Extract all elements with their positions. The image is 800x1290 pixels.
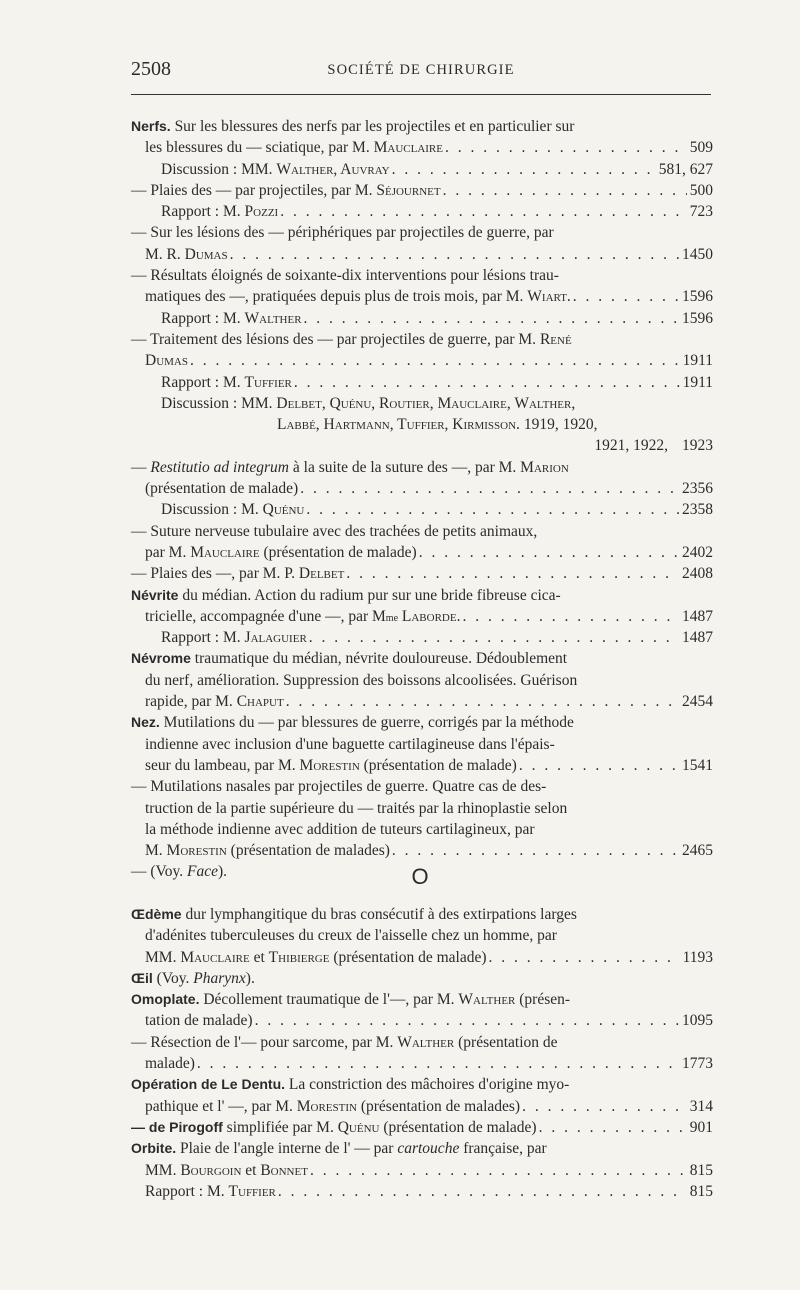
author-name: Marion (520, 458, 569, 476)
page-ref: 1923 (682, 437, 713, 455)
page-ref: 901 (689, 1118, 713, 1136)
entry-text: Rapport : M. (161, 203, 245, 221)
entry-text: truction de la partie supérieure du — traités par la rhinoplastie selon (145, 799, 568, 817)
entry-keyword: Opération de Le Dentu. (131, 1076, 286, 1093)
leader-dots (571, 286, 679, 307)
page-ref: 1541 (682, 756, 713, 774)
index-line (131, 734, 713, 755)
index-line (131, 521, 713, 542)
index-line (131, 542, 713, 563)
entry-text: indienne avec inclusion d'une baguette cartilagineuse dans l'épais- (145, 735, 555, 753)
leader-dots (302, 308, 679, 329)
entry-keyword: Névrome (131, 650, 191, 667)
index-line (131, 265, 713, 286)
index-line (131, 1117, 713, 1138)
entry-text: MM. (145, 1161, 181, 1179)
entry-keyword: Nez. (131, 714, 160, 731)
entry-text: Rapport : M. (161, 629, 245, 647)
index-line (131, 904, 713, 925)
entry-text: Discussion : M. (161, 501, 263, 519)
entry-text: (présentation de malades) (356, 1097, 521, 1115)
index-entries-o (131, 904, 713, 1202)
leader-dots (284, 691, 679, 712)
author-name: Chaput (236, 693, 284, 711)
index-line (131, 1096, 713, 1117)
entry-text: Discussion : MM. (161, 394, 277, 412)
entry-keyword: Orbite. (131, 1140, 177, 1157)
page-ref: 1596 (682, 288, 713, 306)
entry-text: Sur les blessures des nerfs par les projectiles et en particulier sur (170, 118, 575, 135)
author-name: Tuffier (228, 1182, 276, 1200)
index-line (131, 1032, 713, 1053)
entry-text: (présentation de malade) (259, 543, 417, 561)
author-name: Bonnet (260, 1161, 308, 1179)
leader-dots (195, 1053, 679, 1074)
index-line (131, 1074, 713, 1095)
author-name: Labbé, Hartmann, Tuffier, Kirmisson. (277, 416, 520, 434)
index-line (131, 159, 713, 180)
leader-dots (308, 1160, 687, 1181)
entry-text: (présen- (515, 991, 571, 1009)
leader-dots (188, 350, 680, 371)
entry-text: française, par (459, 1140, 547, 1158)
author-name: Morestin (299, 756, 360, 774)
author-name: Laborde. (398, 607, 461, 625)
index-line (131, 648, 713, 669)
page-ref: 1911 (682, 373, 713, 391)
index-line (131, 180, 713, 201)
leader-dots (276, 1181, 687, 1202)
entry-keyword: Œdème (131, 906, 182, 922)
index-line (131, 308, 713, 329)
entry-text: (présentation de malade) (329, 948, 487, 966)
index-line (131, 585, 713, 606)
entry-text: M. (145, 842, 167, 860)
leader-dots (417, 542, 679, 563)
author-name: Wiart. (527, 288, 571, 306)
page-ref: 815 (689, 1161, 713, 1179)
index-line (131, 840, 713, 861)
index-entries-n (131, 116, 713, 883)
entry-text: ). (217, 863, 228, 881)
page-ref: 1773 (682, 1055, 713, 1073)
author-name: Bourgoin (180, 1161, 242, 1179)
leader-dots (390, 840, 679, 861)
entry-text: simplifiée par M. (222, 1118, 338, 1136)
leader-dots (253, 1010, 679, 1031)
leader-dots (520, 1096, 687, 1117)
page-ref: 1193 (682, 948, 713, 966)
entry-text: malade) (145, 1055, 195, 1073)
entry-text: tricielle, accompagnée d'une —, par M (145, 607, 386, 625)
entry-text: — Suture nerveuse tubulaire avec des trachées de petits animaux, (131, 522, 538, 540)
leader-dots (487, 947, 680, 968)
author-name: Thibierge (268, 948, 330, 966)
entry-text: — Plaies des — par projectiles, par M. (131, 181, 377, 199)
index-line (131, 691, 713, 712)
leader-dots (228, 244, 679, 265)
author-name: Jalaguier (244, 629, 307, 647)
page-ref: 2408 (682, 565, 713, 583)
entry-text: Discussion : MM. (161, 160, 277, 178)
page-ref: 2402 (682, 543, 713, 561)
author-name: Walther (397, 1033, 455, 1051)
page-ref: 314 (689, 1097, 713, 1115)
page-ref: 1596 (682, 309, 713, 327)
page-ref: 1487 (682, 607, 713, 625)
index-line (131, 201, 713, 222)
page-number: 2508 (131, 58, 171, 80)
entry-text: (présentation de (454, 1033, 558, 1051)
leader-dots (298, 478, 679, 499)
entry-text: et (241, 1161, 261, 1179)
entry-text: les blessures du — sciatique, par M. (145, 139, 374, 157)
entry-text: Rapport : M. (145, 1182, 229, 1200)
page-ref: 1911 (682, 352, 713, 370)
index-line (131, 755, 713, 776)
entry-keyword: Névrite (131, 586, 179, 603)
author-name: Quénu (337, 1118, 380, 1136)
entry-text: — Résultats éloignés de soixante-dix interventions pour lésions trau- (131, 267, 559, 285)
page-header (131, 58, 711, 86)
index-line (131, 1160, 713, 1181)
entry-text: pathique et l' —, par M. (145, 1097, 297, 1115)
running-title: SOCIÉTÉ DE CHIRURGIE (327, 62, 515, 78)
page-ref: 500 (689, 181, 713, 199)
entry-text: — Sur les lésions des — périphériques par projectiles de guerre, par (131, 224, 554, 242)
index-line (131, 350, 713, 371)
author-name: Mauclaire (180, 948, 250, 966)
leader-dots (304, 499, 679, 520)
entry-text: Rapport : M. (161, 373, 245, 391)
entry-text: (Voy. (152, 969, 194, 987)
leader-dots (441, 180, 687, 201)
index-line (131, 222, 713, 243)
header-rule (131, 94, 711, 95)
entry-text: — (Voy. (131, 863, 187, 881)
page-ref: 2356 (682, 480, 713, 498)
page-ref: 581, 627 (658, 160, 713, 178)
index-line (131, 244, 713, 265)
page-ref: 1095 (682, 1012, 713, 1030)
author-name: Dumas (184, 245, 228, 263)
entry-text: MM. (145, 948, 181, 966)
entry-text: tation de malade) (145, 1012, 253, 1030)
leader-dots (292, 372, 680, 393)
page-ref: 815 (689, 1182, 713, 1200)
author-name: Walther, Auvray (276, 160, 390, 178)
entry-text: (présentation de malades) (226, 842, 390, 860)
index-line (131, 1138, 713, 1159)
page-ref: 723 (689, 203, 713, 221)
author-name: René (539, 330, 572, 348)
entry-italic: Restitutio ad integrum (150, 458, 290, 476)
author-name: Tuffier (244, 373, 292, 391)
author-name: Dumas (145, 352, 188, 370)
entry-keyword: Œil (131, 969, 153, 986)
entry-text: — Mutilations nasales par projectiles de guerre. Quatre cas de des- (131, 778, 547, 796)
index-line (131, 1053, 713, 1074)
leader-dots (278, 201, 687, 222)
entry-text: à la suite de la suture des —, par M. (289, 458, 521, 476)
index-line (131, 478, 713, 499)
entry-text: — Plaies des —, par M. P. (131, 565, 299, 583)
entry-italic: Face (186, 863, 218, 881)
author-name: Morestin (296, 1097, 357, 1115)
entry-text: M. R. (145, 245, 185, 263)
page-ref: 1450 (682, 245, 713, 263)
entry-text: Plaie de l'angle interne de l' — par (176, 1140, 398, 1158)
entry-text: — (131, 458, 151, 476)
entry-keyword: Nerfs. (131, 118, 171, 134)
index-line (131, 606, 713, 627)
entry-text: par M. (145, 543, 191, 561)
author-name: Mauclaire (373, 139, 443, 157)
index-line (131, 457, 713, 478)
page-ref: 2454 (682, 693, 713, 711)
author-name: Walther (244, 309, 302, 327)
entry-text: 1921, 1922, (594, 437, 668, 455)
index-line (131, 563, 713, 584)
entry-text: traumatique du médian, névrite douloureuse. Dédoublement (190, 650, 568, 668)
leader-dots (390, 159, 656, 180)
index-line (131, 286, 713, 307)
index-line (131, 670, 713, 691)
index-line (131, 968, 713, 989)
index-line (131, 798, 713, 819)
index-line (131, 776, 713, 797)
leader-dots (443, 137, 687, 158)
index-line (131, 925, 713, 946)
index-line (131, 393, 713, 414)
author-name: Delbet (298, 565, 345, 583)
index-line (131, 989, 713, 1010)
entry-text: La constriction des mâchoires d'origine myo- (285, 1076, 570, 1094)
index-line (131, 627, 713, 648)
index-line (131, 499, 713, 520)
superscript: me (385, 612, 399, 624)
page-ref: 1487 (682, 629, 713, 647)
index-line (131, 1181, 713, 1202)
index-line (131, 435, 713, 456)
leader-dots (307, 627, 679, 648)
leader-dots (460, 606, 679, 627)
entry-text: Rapport : M. (161, 309, 245, 327)
entry-text: — Résection de l'— pour sarcome, par M. (131, 1033, 398, 1051)
author-name: Walther (458, 991, 516, 1009)
page-ref: 2465 (682, 842, 713, 860)
entry-text: dur lymphangitique du bras consécutif à des extirpations larges (181, 906, 577, 923)
entry-text: 1919, 1920, (519, 416, 598, 434)
entry-italic: Pharynx (193, 969, 246, 987)
entry-text: (présentation de malade) (359, 756, 517, 774)
author-name: Morestin (166, 842, 227, 860)
index-line (131, 116, 713, 137)
index-line (131, 712, 713, 733)
entry-text: d'adénites tuberculeuses du creux de l'aisselle chez un homme, par (145, 927, 557, 945)
author-name: Quénu (262, 501, 305, 519)
author-name: Delbet, Quénu, Routier, Mauclaire, Walther, (276, 394, 576, 412)
entry-text: — Traitement des lésions des — par projectiles de guerre, par M. (131, 330, 540, 348)
author-name: Séjournet (376, 181, 441, 199)
author-name: Mauclaire (190, 543, 260, 561)
entry-text: ). (245, 969, 255, 987)
leader-dots (537, 1117, 687, 1138)
entry-text: matiques des —, pratiquées depuis plus de trois mois, par M. (145, 288, 528, 306)
section-letter: O (411, 864, 429, 889)
entry-text: du nerf, amélioration. Suppression des boissons alcoolisées. Guérison (145, 671, 578, 689)
index-line (131, 414, 713, 435)
index-line (131, 1010, 713, 1031)
entry-text: du médian. Action du radium pur sur une bride fibreuse cica- (178, 586, 561, 604)
index-line (131, 329, 713, 350)
entry-text: seur du lambeau, par M. (145, 756, 300, 774)
index-line (131, 137, 713, 158)
leader-dots (344, 563, 679, 584)
entry-text: la méthode indienne avec addition de tuteurs cartilagineux, par (145, 820, 535, 838)
entry-text: rapide, par M. (145, 693, 237, 711)
entry-keyword: — de Pirogoff (131, 1118, 223, 1135)
entry-italic: cartouche (397, 1140, 460, 1158)
index-line (131, 372, 713, 393)
page-ref: 509 (689, 139, 713, 157)
entry-text: (présentation de malade) (145, 480, 299, 498)
leader-dots (517, 755, 679, 776)
index-line (131, 947, 713, 968)
index-line (131, 819, 713, 840)
page-ref: 2358 (682, 501, 713, 519)
entry-text: (présentation de malade) (379, 1118, 537, 1136)
entry-text: et (249, 948, 269, 966)
entry-text: Mutilations du — par blessures de guerre, corrigés par la méthode (159, 714, 574, 732)
entry-text: Décollement traumatique de l'—, par M. (199, 991, 459, 1009)
entry-keyword: Omoplate. (131, 991, 200, 1008)
author-name: Pozzi (244, 203, 279, 221)
